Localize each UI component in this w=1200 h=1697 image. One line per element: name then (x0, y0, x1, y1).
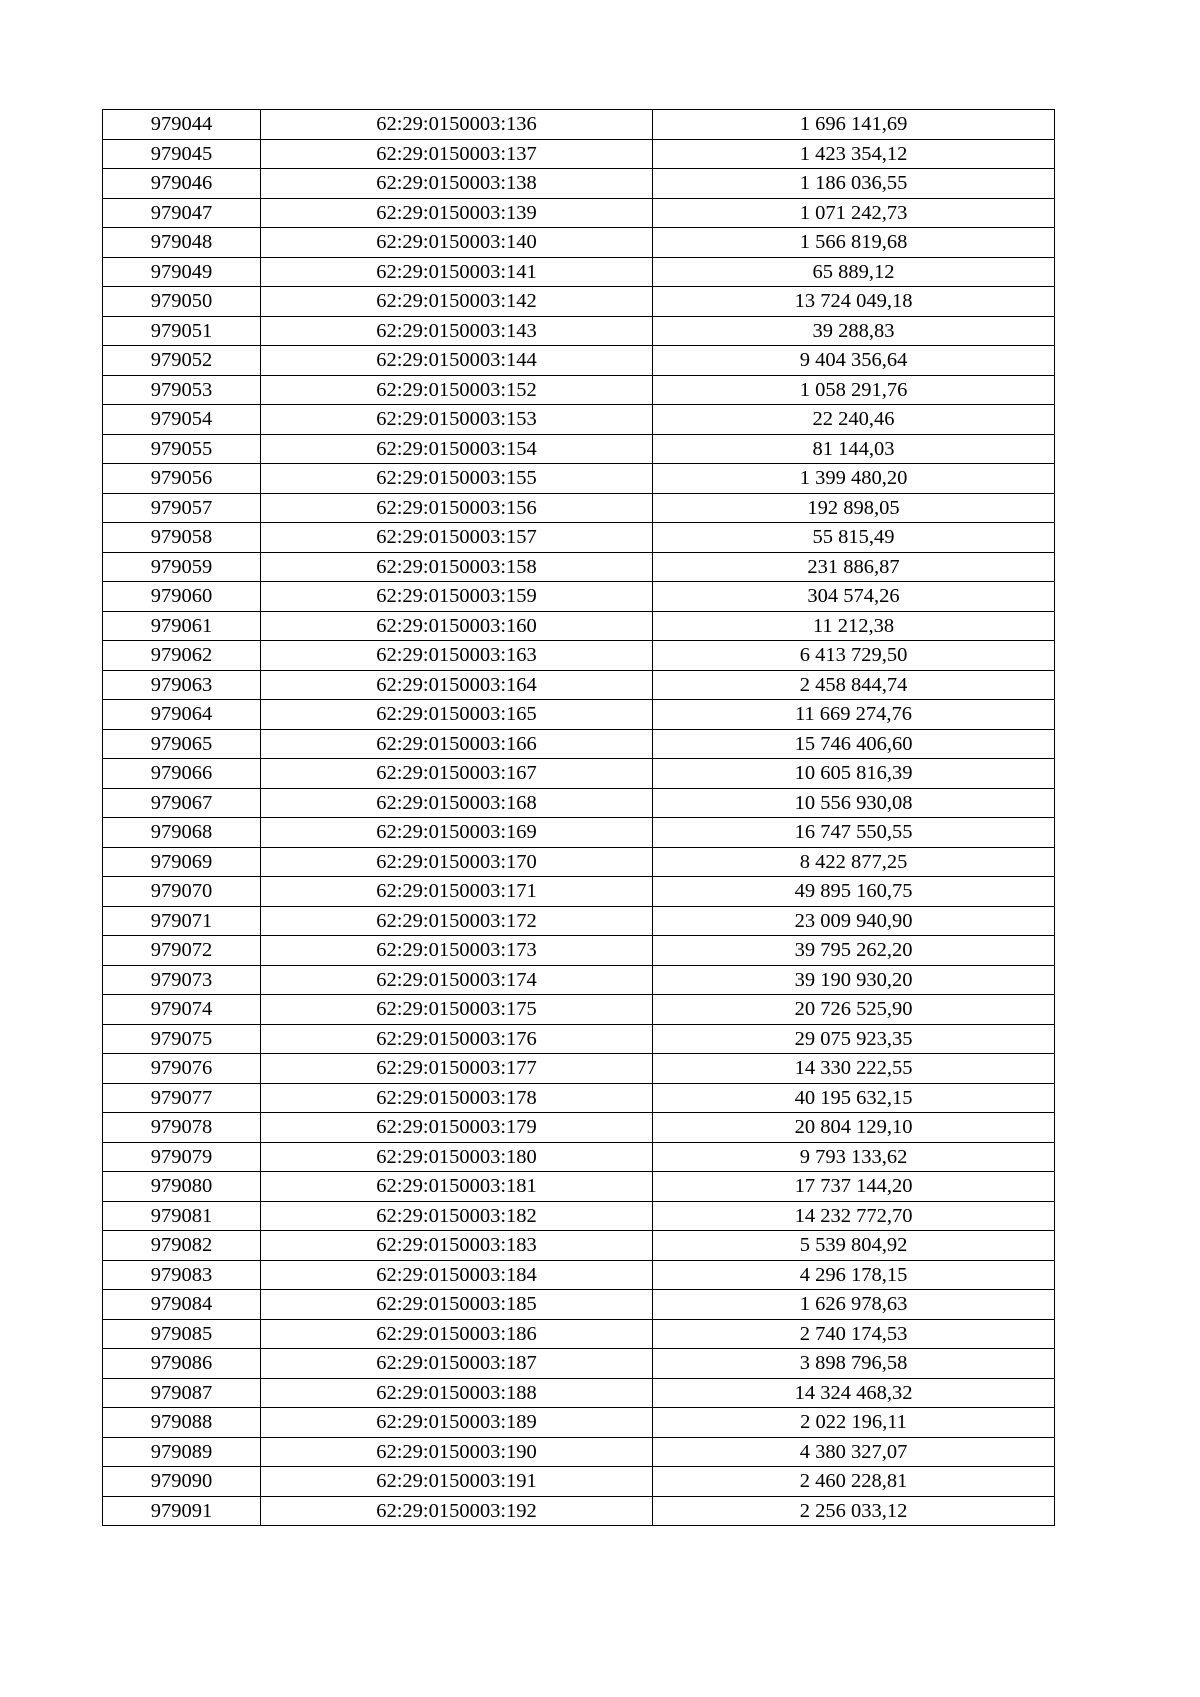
cadastral-value-cell: 13 724 049,18 (653, 287, 1055, 317)
cadastral-value-cell: 4 380 327,07 (653, 1437, 1055, 1467)
cadastral-number-cell: 62:29:0150003:190 (261, 1437, 653, 1467)
cadastral-number-cell: 62:29:0150003:137 (261, 139, 653, 169)
table-row (103, 788, 1055, 818)
table-row (103, 198, 1055, 228)
cadastral-value-cell: 192 898,05 (653, 493, 1055, 523)
cadastral-number-cell: 62:29:0150003:156 (261, 493, 653, 523)
table-row (103, 1290, 1055, 1320)
cadastral-number-cell: 62:29:0150003:166 (261, 729, 653, 759)
cadastral-number-cell: 62:29:0150003:180 (261, 1142, 653, 1172)
cadastral-value-cell: 1 071 242,73 (653, 198, 1055, 228)
cadastral-number-cell: 62:29:0150003:188 (261, 1378, 653, 1408)
table-row (103, 1437, 1055, 1467)
row-number-cell: 979051 (103, 316, 261, 346)
cadastral-value-cell: 40 195 632,15 (653, 1083, 1055, 1113)
cadastral-number-cell: 62:29:0150003:189 (261, 1408, 653, 1438)
row-number-cell: 979080 (103, 1172, 261, 1202)
cadastral-value-cell: 17 737 144,20 (653, 1172, 1055, 1202)
table-row (103, 1260, 1055, 1290)
table-row (103, 906, 1055, 936)
row-number-cell: 979054 (103, 405, 261, 435)
cadastral-number-cell: 62:29:0150003:154 (261, 434, 653, 464)
cadastral-number-cell: 62:29:0150003:184 (261, 1260, 653, 1290)
table-row (103, 1083, 1055, 1113)
cadastral-value-cell: 14 232 772,70 (653, 1201, 1055, 1231)
table-row (103, 228, 1055, 258)
row-number-cell: 979076 (103, 1054, 261, 1084)
table-row (103, 611, 1055, 641)
row-number-cell: 979077 (103, 1083, 261, 1113)
row-number-cell: 979046 (103, 169, 261, 199)
row-number-cell: 979081 (103, 1201, 261, 1231)
cadastral-number-cell: 62:29:0150003:160 (261, 611, 653, 641)
row-number-cell: 979061 (103, 611, 261, 641)
cadastral-value-cell: 1 058 291,76 (653, 375, 1055, 405)
row-number-cell: 979079 (103, 1142, 261, 1172)
table-row (103, 877, 1055, 907)
table-row (103, 110, 1055, 140)
cadastral-number-cell: 62:29:0150003:172 (261, 906, 653, 936)
table-row (103, 670, 1055, 700)
row-number-cell: 979074 (103, 995, 261, 1025)
row-number-cell: 979059 (103, 552, 261, 582)
cadastral-value-cell: 39 190 930,20 (653, 965, 1055, 995)
cadastral-number-cell: 62:29:0150003:178 (261, 1083, 653, 1113)
row-number-cell: 979055 (103, 434, 261, 464)
cadastral-number-cell: 62:29:0150003:141 (261, 257, 653, 287)
row-number-cell: 979090 (103, 1467, 261, 1497)
table-row (103, 1349, 1055, 1379)
row-number-cell: 979060 (103, 582, 261, 612)
table-row (103, 139, 1055, 169)
table-row (103, 552, 1055, 582)
cadastral-value-cell: 6 413 729,50 (653, 641, 1055, 671)
table-row (103, 1172, 1055, 1202)
row-number-cell: 979082 (103, 1231, 261, 1261)
cadastral-number-cell: 62:29:0150003:179 (261, 1113, 653, 1143)
row-number-cell: 979065 (103, 729, 261, 759)
cadastral-value-cell: 55 815,49 (653, 523, 1055, 553)
cadastral-value-cell: 14 324 468,32 (653, 1378, 1055, 1408)
table-body (103, 110, 1055, 1526)
table-row (103, 965, 1055, 995)
table-row (103, 1201, 1055, 1231)
cadastral-value-cell: 1 626 978,63 (653, 1290, 1055, 1320)
cadastral-value-cell: 9 404 356,64 (653, 346, 1055, 376)
row-number-cell: 979056 (103, 464, 261, 494)
table-row (103, 405, 1055, 435)
row-number-cell: 979073 (103, 965, 261, 995)
row-number-cell: 979089 (103, 1437, 261, 1467)
cadastral-value-cell: 9 793 133,62 (653, 1142, 1055, 1172)
row-number-cell: 979058 (103, 523, 261, 553)
cadastral-number-cell: 62:29:0150003:159 (261, 582, 653, 612)
cadastral-number-cell: 62:29:0150003:183 (261, 1231, 653, 1261)
row-number-cell: 979066 (103, 759, 261, 789)
cadastral-value-cell: 8 422 877,25 (653, 847, 1055, 877)
cadastral-number-cell: 62:29:0150003:167 (261, 759, 653, 789)
cadastral-value-cell: 5 539 804,92 (653, 1231, 1055, 1261)
cadastral-number-cell: 62:29:0150003:155 (261, 464, 653, 494)
row-number-cell: 979088 (103, 1408, 261, 1438)
cadastral-value-cell: 2 740 174,53 (653, 1319, 1055, 1349)
cadastral-number-cell: 62:29:0150003:158 (261, 552, 653, 582)
cadastral-value-cell: 20 726 525,90 (653, 995, 1055, 1025)
cadastral-number-cell: 62:29:0150003:144 (261, 346, 653, 376)
row-number-cell: 979049 (103, 257, 261, 287)
row-number-cell: 979085 (103, 1319, 261, 1349)
table-row (103, 287, 1055, 317)
cadastral-value-cell: 39 795 262,20 (653, 936, 1055, 966)
row-number-cell: 979078 (103, 1113, 261, 1143)
row-number-cell: 979057 (103, 493, 261, 523)
table-row (103, 1142, 1055, 1172)
row-number-cell: 979053 (103, 375, 261, 405)
cadastral-value-cell: 304 574,26 (653, 582, 1055, 612)
table-row (103, 1024, 1055, 1054)
table-row (103, 641, 1055, 671)
cadastral-value-cell: 29 075 923,35 (653, 1024, 1055, 1054)
cadastral-number-cell: 62:29:0150003:168 (261, 788, 653, 818)
row-number-cell: 979048 (103, 228, 261, 258)
cadastral-number-cell: 62:29:0150003:187 (261, 1349, 653, 1379)
row-number-cell: 979050 (103, 287, 261, 317)
row-number-cell: 979064 (103, 700, 261, 730)
cadastral-value-cell: 14 330 222,55 (653, 1054, 1055, 1084)
cadastral-number-cell: 62:29:0150003:186 (261, 1319, 653, 1349)
cadastral-value-cell: 2 460 228,81 (653, 1467, 1055, 1497)
row-number-cell: 979071 (103, 906, 261, 936)
row-number-cell: 979070 (103, 877, 261, 907)
cadastral-number-cell: 62:29:0150003:177 (261, 1054, 653, 1084)
cadastral-value-cell: 22 240,46 (653, 405, 1055, 435)
cadastral-value-cell: 39 288,83 (653, 316, 1055, 346)
table-row (103, 700, 1055, 730)
table-row (103, 493, 1055, 523)
table-row (103, 346, 1055, 376)
cadastral-value-cell: 65 889,12 (653, 257, 1055, 287)
table-row (103, 1467, 1055, 1497)
table-row (103, 818, 1055, 848)
cadastral-number-cell: 62:29:0150003:182 (261, 1201, 653, 1231)
cadastral-value-cell: 11 669 274,76 (653, 700, 1055, 730)
table-row (103, 995, 1055, 1025)
row-number-cell: 979069 (103, 847, 261, 877)
cadastral-value-cell: 2 022 196,11 (653, 1408, 1055, 1438)
cadastral-number-cell: 62:29:0150003:153 (261, 405, 653, 435)
table-row (103, 1496, 1055, 1526)
cadastral-number-cell: 62:29:0150003:170 (261, 847, 653, 877)
cadastral-number-cell: 62:29:0150003:152 (261, 375, 653, 405)
cadastral-value-cell: 15 746 406,60 (653, 729, 1055, 759)
row-number-cell: 979052 (103, 346, 261, 376)
row-number-cell: 979067 (103, 788, 261, 818)
table-row (103, 1378, 1055, 1408)
cadastral-value-cell: 10 556 930,08 (653, 788, 1055, 818)
table-row (103, 464, 1055, 494)
row-number-cell: 979045 (103, 139, 261, 169)
table-row (103, 1231, 1055, 1261)
cadastral-number-cell: 62:29:0150003:175 (261, 995, 653, 1025)
cadastral-number-cell: 62:29:0150003:176 (261, 1024, 653, 1054)
table-row (103, 1054, 1055, 1084)
cadastral-number-cell: 62:29:0150003:138 (261, 169, 653, 199)
cadastral-number-cell: 62:29:0150003:169 (261, 818, 653, 848)
cadastral-value-cell: 2 256 033,12 (653, 1496, 1055, 1526)
cadastral-value-cell: 20 804 129,10 (653, 1113, 1055, 1143)
cadastral-number-cell: 62:29:0150003:171 (261, 877, 653, 907)
table-row (103, 434, 1055, 464)
cadastral-number-cell: 62:29:0150003:136 (261, 110, 653, 140)
cadastral-value-cell: 1 423 354,12 (653, 139, 1055, 169)
cadastral-number-cell: 62:29:0150003:140 (261, 228, 653, 258)
table-row (103, 523, 1055, 553)
table-row (103, 759, 1055, 789)
cadastral-number-cell: 62:29:0150003:192 (261, 1496, 653, 1526)
cadastral-number-cell: 62:29:0150003:185 (261, 1290, 653, 1320)
row-number-cell: 979083 (103, 1260, 261, 1290)
table-row (103, 1113, 1055, 1143)
cadastral-number-cell: 62:29:0150003:142 (261, 287, 653, 317)
table-row (103, 169, 1055, 199)
cadastral-value-cell: 1 696 141,69 (653, 110, 1055, 140)
table-row (103, 316, 1055, 346)
table-row (103, 1408, 1055, 1438)
cadastral-value-cell: 81 144,03 (653, 434, 1055, 464)
cadastral-value-cell: 49 895 160,75 (653, 877, 1055, 907)
table-row (103, 729, 1055, 759)
cadastral-number-cell: 62:29:0150003:164 (261, 670, 653, 700)
cadastral-number-cell: 62:29:0150003:181 (261, 1172, 653, 1202)
row-number-cell: 979063 (103, 670, 261, 700)
cadastral-value-cell: 16 747 550,55 (653, 818, 1055, 848)
row-number-cell: 979044 (103, 110, 261, 140)
cadastral-value-cell: 4 296 178,15 (653, 1260, 1055, 1290)
cadastral-value-cell: 3 898 796,58 (653, 1349, 1055, 1379)
row-number-cell: 979084 (103, 1290, 261, 1320)
cadastral-number-cell: 62:29:0150003:174 (261, 965, 653, 995)
row-number-cell: 979072 (103, 936, 261, 966)
cadastral-value-cell: 2 458 844,74 (653, 670, 1055, 700)
table-row (103, 847, 1055, 877)
cadastral-number-cell: 62:29:0150003:157 (261, 523, 653, 553)
cadastral-number-cell: 62:29:0150003:165 (261, 700, 653, 730)
table-row (103, 936, 1055, 966)
cadastral-number-cell: 62:29:0150003:139 (261, 198, 653, 228)
row-number-cell: 979086 (103, 1349, 261, 1379)
table-row (103, 582, 1055, 612)
row-number-cell: 979047 (103, 198, 261, 228)
cadastral-number-cell: 62:29:0150003:163 (261, 641, 653, 671)
row-number-cell: 979075 (103, 1024, 261, 1054)
cadastral-value-cell: 231 886,87 (653, 552, 1055, 582)
table-row (103, 1319, 1055, 1349)
cadastral-value-cell: 10 605 816,39 (653, 759, 1055, 789)
cadastral-value-cell: 23 009 940,90 (653, 906, 1055, 936)
row-number-cell: 979068 (103, 818, 261, 848)
cadastral-value-cell: 1 186 036,55 (653, 169, 1055, 199)
cadastral-value-cell: 1 566 819,68 (653, 228, 1055, 258)
cadastral-number-cell: 62:29:0150003:191 (261, 1467, 653, 1497)
row-number-cell: 979087 (103, 1378, 261, 1408)
cadastral-value-cell: 11 212,38 (653, 611, 1055, 641)
table-row (103, 375, 1055, 405)
cadastral-value-table (102, 109, 1055, 1526)
cadastral-value-cell: 1 399 480,20 (653, 464, 1055, 494)
cadastral-number-cell: 62:29:0150003:173 (261, 936, 653, 966)
cadastral-number-cell: 62:29:0150003:143 (261, 316, 653, 346)
row-number-cell: 979062 (103, 641, 261, 671)
table-row (103, 257, 1055, 287)
row-number-cell: 979091 (103, 1496, 261, 1526)
